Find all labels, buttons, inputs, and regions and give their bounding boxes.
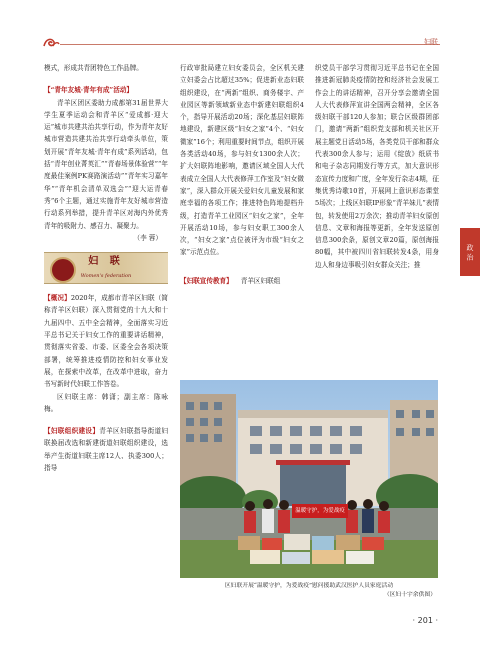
side-tab-politics: 政 治 bbox=[460, 228, 480, 276]
paragraph: 区妇联主席：韩潇；副主席：陈咏梅。 bbox=[44, 392, 168, 413]
section-heading: 【“青年友城·青年有成”活动】 bbox=[44, 86, 134, 95]
paragraph: 织党员干部学习贯彻习近平总书记在全国推进新冠肺炎疫情防控和经济社会发展工作会上的讲话精神，召开分享会邀请全国人大代表修萍宣讲全国两会精神，全区各级妇联干部120人参加；联合区级群团部门，邀请“两新”组织党支部和机关社区开展主题党日活动5场，各类党员干部和群众代表300余人参与；运用《绽放》纸质书和电子杂志同期发行等方式，加大意识形态宣传力度和广度，全年发行杂志4期，征集优秀诗歌10首，开展网上意识形态课堂5场次；上线区妇联IP形象“青羊妹儿”表情包，转发使用2万余次；推动青羊妇女原创信息、文章和海报等更新，全年发送原创信息300余条，原创文章20篇，原创海报80幅，其中被四川省妇联转发4条，用身边人和身边事吸引妇女群众关注；推 bbox=[315, 64, 439, 269]
section-heading: 【妇联组织建设】 bbox=[44, 427, 100, 436]
page-number: · 201 · bbox=[412, 616, 438, 625]
section-heading: 【妇联宣传教育】 bbox=[180, 276, 233, 285]
column-1 bbox=[44, 62, 168, 474]
section-heading: 【概况】 bbox=[44, 294, 71, 303]
paragraph: 青羊区妇联组 bbox=[240, 276, 281, 285]
author-signature: （李 蓉） bbox=[133, 233, 162, 242]
photo-caption bbox=[180, 582, 438, 600]
magazine-logo-icon bbox=[42, 36, 60, 50]
paragraph: 2020年，成都市青羊区妇联（简称青羊区妇联）深入贯彻党的十九大和十九届四中、五中全会精神，全面落实习近平总书记关于妇女工作的重要讲话精神，贯彻落实省委、市委、区委全会各项决策部署，统筹推进疫情防控和妇女事业发展，在探索中改革，在改革中进取，奋力书写新时代妇联工作答卷。 bbox=[44, 294, 169, 389]
header-rule bbox=[60, 44, 440, 45]
caption-text: 区妇联开展“温暖守护，为爱战疫”慰问援助武汉医护人员家庭活动 bbox=[224, 583, 394, 589]
column-2 bbox=[180, 62, 304, 287]
paragraph: 青羊区团区委助力成都第31届世界大学生夏季运动会和青羊区“爱成都·迎大运”城市共建共治共享行动，作为青年友好城市营造共建共治共享行动牵头单位，策划开展“青年友城·青年有成”系列活动，包括“青年创业菁英汇”“青春场景体验营”“年度最佳案例PK赛路演活动”“青年实习嘉年华”“青年机会清单双选会”“迎大运青春秀”6个主题，通过实施青年友好城市营造行动系列举措，提升青羊区对海内外优秀青年的吸附力、感召力、凝聚力。 bbox=[44, 98, 168, 230]
section-label: 妇联 bbox=[424, 38, 438, 46]
paragraph: 行政审批局建立妇女委员会，全区机关建立妇委会占比超过35%；促进新业态妇联组织建设，在“两新”组织、商务楼宇、产业园区等新领域新业态中新建妇联组织4个，指导开展活动20场；深化基层妇联阵地建设，新建区级“妇女之家”4个、“妇女微家”16个；利用重要时间节点，组织开展各类活动40场，参与妇女1300余人次；扩大妇联阵地影响，邀请区域全国人大代表成立全国人大代表修萍工作室及“妇女微家”，深入群众开展关爱妇女儿童发展和家庭幸福的各项工作；推进特色阵地提档升级，打造青羊工业园区“妇女之家”，全年开展活动10场，参与妇女职工300余人次，“妇女之家”点位被评为市级“妇女之家”示范点位。 bbox=[180, 64, 304, 257]
paragraph: 模式，形成共青团特色工作品牌。 bbox=[44, 64, 143, 72]
photo-credit: （区妇十宇余供图） bbox=[383, 592, 436, 598]
banner-title: 妇 联 bbox=[88, 256, 124, 268]
event-photo bbox=[180, 380, 438, 578]
column-3 bbox=[315, 62, 439, 271]
photo-banner-text: 温暖守护，为爱战疫 bbox=[295, 508, 345, 514]
photo-illustration bbox=[180, 380, 438, 578]
paragraph: 青羊区妇联指导街道妇联换届改选和新建街道妇联组织建设，选举产生街道妇联主席12人、执委300人；指导 bbox=[44, 427, 168, 473]
banner-subtitle: Women's federation bbox=[80, 273, 132, 280]
section-banner bbox=[44, 252, 168, 284]
